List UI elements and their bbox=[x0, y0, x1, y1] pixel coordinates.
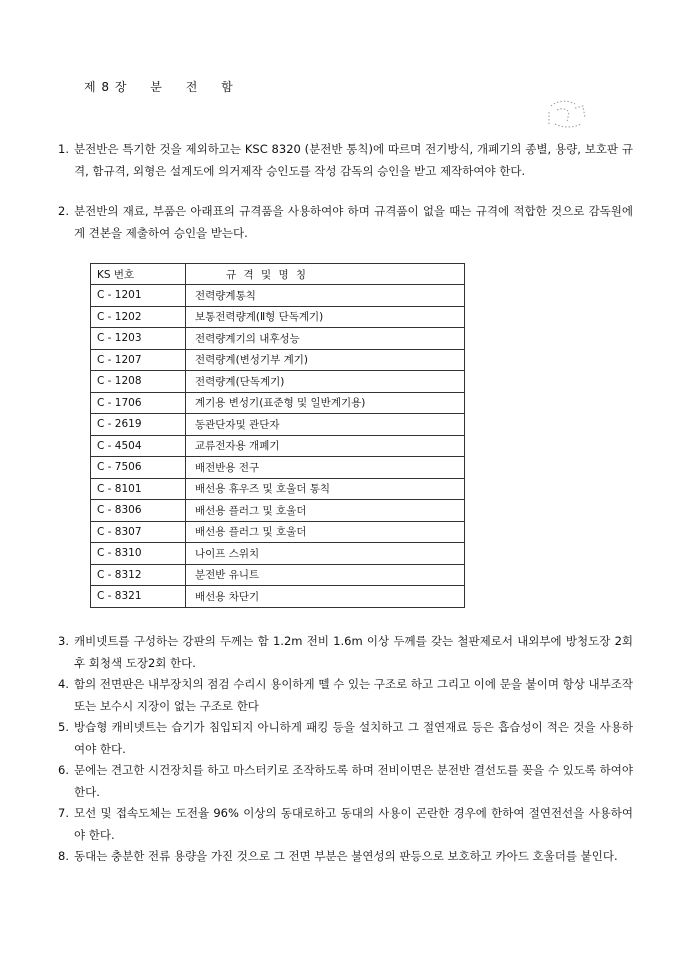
item-text: 모선 및 접속도체는 도전율 96% 이상의 동대로하고 동대의 사용이 곤란한 경우에 한하여 절연전선을 사용하여야 한다. bbox=[74, 806, 633, 842]
table-row bbox=[91, 328, 465, 350]
table-row bbox=[91, 543, 465, 565]
list-item bbox=[58, 760, 633, 803]
ks-number-cell: C - 2619 bbox=[91, 414, 186, 436]
spec-name-cell: 전력량계(단독계기) bbox=[186, 371, 465, 393]
item-number: 5. bbox=[58, 720, 69, 734]
spec-name-cell: 보통전력량계(Ⅱ형 단독계기) bbox=[186, 306, 465, 328]
spec-name-cell: 전력량계기의 내후성능 bbox=[186, 328, 465, 350]
list-item bbox=[58, 631, 633, 674]
table-body bbox=[91, 285, 465, 608]
table-header-row bbox=[91, 264, 465, 285]
chapter-title-char: 함 bbox=[221, 80, 234, 94]
table-row bbox=[91, 521, 465, 543]
ks-number-cell: C - 1203 bbox=[91, 328, 186, 350]
table-row bbox=[91, 435, 465, 457]
table-row bbox=[91, 392, 465, 414]
table-row bbox=[91, 285, 465, 307]
spec-name-cell: 교류전자용 개폐기 bbox=[186, 435, 465, 457]
item-number: 7. bbox=[58, 806, 69, 820]
table-row bbox=[91, 371, 465, 393]
item-number: 1. bbox=[58, 142, 69, 156]
item-text: 동대는 충분한 전류 용량을 가진 것으로 그 전면 부분은 불연성의 판등으로 보호하고 카아드 호울더를 붙인다. bbox=[74, 849, 618, 863]
table-row bbox=[91, 457, 465, 479]
item-text: 문에는 견고한 시건장치를 하고 마스터키로 조작하도록 하며 전비이면은 분전반 결선도를 꽂을 수 있도록 하여야 한다. bbox=[74, 763, 633, 799]
item-text: 방습형 캐비넷트는 습기가 침입되지 아니하게 패킹 등을 설치하고 그 절연재료 등은 흡습성이 적은 것을 사용하여야 한다. bbox=[74, 720, 633, 756]
column-header-spec-name: 규 격 및 명 칭 bbox=[186, 264, 465, 285]
list-item bbox=[58, 846, 633, 868]
list-item bbox=[58, 201, 633, 244]
item-number: 6. bbox=[58, 763, 69, 777]
item-number: 8. bbox=[58, 849, 69, 863]
spec-name-cell: 계기용 변성기(표준형 및 일반계기용) bbox=[186, 392, 465, 414]
spec-name-cell: 배선용 플러그 및 호울더 bbox=[186, 521, 465, 543]
ks-standards-table bbox=[90, 263, 465, 608]
item-text: 분전반은 특기한 것을 제외하고는 KSC 8320 (분전반 통칙)에 따르며 전기방식, 개폐기의 종별, 용량, 보호판 규격, 함규격, 외형은 설계도에 의거제작 승인도를 작성 감독의 승인을 받고 제작하여야 한다. bbox=[74, 142, 633, 178]
chapter-title-char: 전 bbox=[185, 80, 199, 94]
scan-mark-icon bbox=[543, 98, 591, 132]
spec-name-cell: 동관단자및 관단자 bbox=[186, 414, 465, 436]
chapter-number: 제 8 장 bbox=[84, 80, 128, 94]
item-number: 4. bbox=[58, 677, 69, 691]
ks-number-cell: C - 8312 bbox=[91, 564, 186, 586]
ks-number-cell: C - 8307 bbox=[91, 521, 186, 543]
table-row bbox=[91, 478, 465, 500]
ks-number-cell: C - 8321 bbox=[91, 586, 186, 608]
list-item bbox=[58, 674, 633, 717]
item-text: 분전반의 재료, 부품은 아래표의 규격품을 사용하여야 하며 규격품이 없을 때는 규격에 적합한 것으로 감독원에게 견본을 제출하여 승인을 받는다. bbox=[74, 204, 633, 240]
list-item bbox=[58, 717, 633, 760]
spec-name-cell: 배전반용 전구 bbox=[186, 457, 465, 479]
column-header-ks-number: KS 번호 bbox=[91, 264, 186, 285]
table-row bbox=[91, 414, 465, 436]
ks-number-cell: C - 8101 bbox=[91, 478, 186, 500]
item-number: 2. bbox=[58, 204, 69, 218]
table-row bbox=[91, 306, 465, 328]
ks-number-cell: C - 1207 bbox=[91, 349, 186, 371]
table-row bbox=[91, 564, 465, 586]
list-item bbox=[58, 139, 633, 182]
table-row bbox=[91, 586, 465, 608]
item-number: 3. bbox=[58, 634, 69, 648]
ks-number-cell: C - 1202 bbox=[91, 306, 186, 328]
ks-number-cell: C - 4504 bbox=[91, 435, 186, 457]
spec-name-cell: 배선용 플러그 및 호울더 bbox=[186, 500, 465, 522]
spec-name-cell: 배선용 휴우즈 및 호울더 통칙 bbox=[186, 478, 465, 500]
ks-number-cell: C - 1208 bbox=[91, 371, 186, 393]
ks-number-cell: C - 7506 bbox=[91, 457, 186, 479]
ks-number-cell: C - 8310 bbox=[91, 543, 186, 565]
item-text: 함의 전면판은 내부장치의 점검 수리시 용이하게 뗄 수 있는 구조로 하고 그리고 이에 문을 붙이며 항상 내부조작 또는 보수시 지장이 없는 구조로 한다 bbox=[74, 677, 633, 713]
ks-number-cell: C - 1706 bbox=[91, 392, 186, 414]
list-item bbox=[58, 803, 633, 846]
spec-name-cell: 전력량계통칙 bbox=[186, 285, 465, 307]
table-row bbox=[91, 349, 465, 371]
chapter-heading bbox=[84, 78, 252, 95]
ks-number-cell: C - 1201 bbox=[91, 285, 186, 307]
spec-name-cell: 나이프 스위치 bbox=[186, 543, 465, 565]
table-row bbox=[91, 500, 465, 522]
ks-number-cell: C - 8306 bbox=[91, 500, 186, 522]
spec-name-cell: 배선용 차단기 bbox=[186, 586, 465, 608]
spec-name-cell: 전력량계(변성기부 계기) bbox=[186, 349, 465, 371]
item-text: 캐비넷트를 구성하는 강판의 두께는 함 1.2m 전비 1.6m 이상 두께를 갖는 철판제로서 내외부에 방청도장 2회 후 회청색 도장2회 한다. bbox=[74, 634, 633, 670]
spec-name-cell: 분전반 유니트 bbox=[186, 564, 465, 586]
chapter-title-char: 분 bbox=[150, 80, 163, 94]
